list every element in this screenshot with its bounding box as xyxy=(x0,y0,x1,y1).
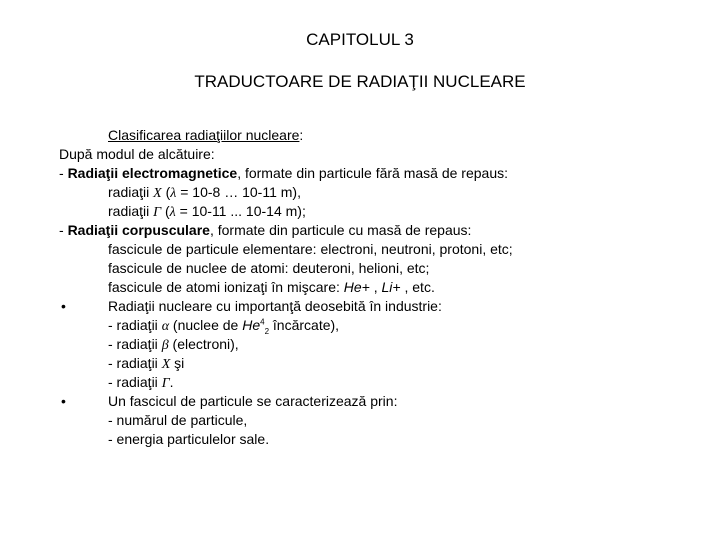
industry-bullet xyxy=(59,297,699,316)
chapter-title: CAPITOLUL 3 xyxy=(306,30,414,49)
gamma-line xyxy=(59,202,699,221)
alpha-post: încărcate), xyxy=(269,317,340,333)
heading-colon: : xyxy=(299,127,304,143)
he-ion: He+ xyxy=(343,279,370,295)
g-symbol: Γ xyxy=(161,376,170,391)
gamma-rad-line xyxy=(59,373,699,392)
mass-number: 4 xyxy=(260,317,265,327)
xray-pre: radiaţii xyxy=(108,184,154,200)
beta-line xyxy=(59,335,699,354)
electromagnetic-term: Radiaţii electromagnetice xyxy=(67,165,238,181)
alpha-line xyxy=(59,316,699,335)
electromagnetic-desc: , formate din particule fără masă de repaus: xyxy=(237,165,508,181)
g-post: . xyxy=(169,374,174,390)
corpuscular-term: Radiaţii corpusculare xyxy=(67,222,210,238)
gamma-mid: ( xyxy=(161,203,170,219)
slide-body xyxy=(59,126,699,449)
gamma-pre: radiaţii xyxy=(108,203,154,219)
x-symbol: X xyxy=(161,357,171,372)
gamma-range: = 10-11 ... 10-14 m); xyxy=(175,203,306,219)
xray-line xyxy=(59,183,699,202)
beam-elementary-line: fascicule de particule elementare: electroni, neutroni, protoni, etc; xyxy=(108,241,513,257)
dash: - xyxy=(59,165,68,181)
chapter-subtitle: TRADUCTOARE DE RADIAŢII NUCLEARE xyxy=(194,72,526,91)
heading-text: Clasificarea radiaţiilor nucleare xyxy=(108,127,300,143)
energy-line: - energia particulelor sale. xyxy=(108,431,270,447)
xray-range: = 10-8 … 10-11 m), xyxy=(176,184,301,200)
xray-symbol: X xyxy=(153,186,162,201)
alpha-symbol: α xyxy=(161,319,170,334)
alpha-mid: (nuclee de xyxy=(169,317,243,333)
bullet-icon: • xyxy=(61,393,66,409)
corpuscular-desc: , formate din particule cu masă de repaus: xyxy=(209,222,472,238)
bullet-icon: • xyxy=(61,298,66,314)
beam-ions-sep: , xyxy=(369,279,382,295)
gamma-symbol: Γ xyxy=(153,205,162,220)
alpha-pre: - radiaţii xyxy=(108,317,162,333)
beta-pre: - radiaţii xyxy=(108,336,162,352)
beam-ions-pre: fascicule de atomi ionizaţi în mişcare: xyxy=(108,279,344,295)
by-structure-line: După modul de alcătuire: xyxy=(59,146,215,162)
helium-symbol: He xyxy=(242,317,261,333)
beam-ions-post: , etc. xyxy=(400,279,435,295)
lambda-symbol: λ xyxy=(170,186,177,201)
classification-heading xyxy=(59,126,699,145)
li-ion: Li+ xyxy=(381,279,401,295)
dash: - xyxy=(59,222,68,238)
atomic-number: 2 xyxy=(264,326,270,336)
beam-char-text: Un fascicul de particule se caracterizează prin: xyxy=(108,393,398,409)
electromagnetic-line xyxy=(59,164,699,183)
x-line xyxy=(59,354,699,373)
x-post: şi xyxy=(170,355,185,371)
beam-char-bullet xyxy=(59,392,699,411)
g-pre: - radiaţii xyxy=(108,374,162,390)
corpuscular-line xyxy=(59,221,699,240)
beam-nuclei-line: fascicule de nuclee de atomi: deuteroni, helioni, etc; xyxy=(108,260,430,276)
beam-ions-line xyxy=(59,278,699,297)
industry-text: Radiaţii nucleare cu importanţă deosebită în industrie: xyxy=(108,298,442,314)
x-pre: - radiaţii xyxy=(108,355,162,371)
count-line: - numărul de particule, xyxy=(108,412,248,428)
beta-post: (electroni), xyxy=(168,336,239,352)
xray-mid: ( xyxy=(161,184,171,200)
lambda-symbol: λ xyxy=(169,205,176,220)
beta-symbol: β xyxy=(161,338,169,353)
